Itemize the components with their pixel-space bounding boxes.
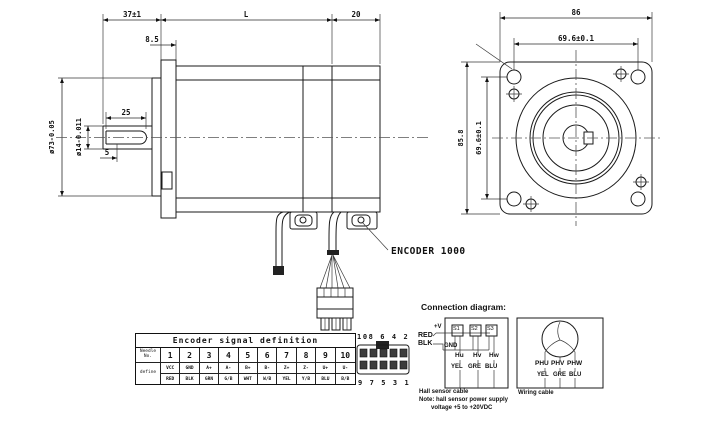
pin-number: 5 [239, 348, 258, 362]
dim-shaft-diameter: ø14-0.011 [75, 118, 83, 156]
pin-signal: GND [180, 362, 199, 373]
phase-u-label: PHU [535, 360, 549, 367]
pin-number: 3 [200, 348, 219, 362]
encoder-table-title: Encoder signal definition [136, 334, 355, 348]
hall-sensor-s3-label: S3 [487, 326, 494, 332]
dim-shaft-length: 37±1 [122, 10, 142, 19]
black-wire-label: BLK [418, 340, 433, 347]
dim-hole-spacing-horizontal: 69.6±0.1 [557, 34, 595, 43]
hall-cable-caption: Hall sensor cable [419, 389, 469, 395]
pin-signal: A- [219, 362, 238, 373]
pin-signal: U+ [316, 362, 335, 373]
pin-wire-color: GRN [200, 373, 219, 384]
supply-positive-label: +V [434, 324, 442, 330]
pin-wire-color: RED [161, 373, 180, 384]
hall-output-hu-label: Hu [455, 352, 464, 359]
needle-no-header: Needle No. [136, 348, 161, 362]
pin-wire-color: Y/B [297, 373, 316, 384]
dim-hole-spacing-vertical: 69.6±0.1 [475, 121, 483, 155]
wiring-cable-caption: Wiring cable [518, 390, 554, 396]
pin-number: 6 [258, 348, 277, 362]
wiring-color-yel: YEL [537, 372, 549, 378]
hall-note-line1: Note: hall sensor power supply [419, 397, 509, 403]
wiring-color-blu: BLU [569, 372, 582, 378]
pin-number: 1 [161, 348, 180, 362]
pin-wire-color: BLK [180, 373, 199, 384]
pin-signal: A+ [200, 362, 219, 373]
pin-number: 9 [316, 348, 335, 362]
front-view-drawing [461, 12, 662, 226]
hall-output-hw-label: Hw [489, 352, 499, 359]
cable-clamp-right [347, 212, 377, 229]
encoder-signal-table [135, 333, 356, 385]
pin-number: 10 [340, 350, 351, 360]
dim-body-length: L [243, 10, 249, 19]
define-header: define [136, 362, 161, 384]
hall-output-hv-label: Hv [473, 352, 482, 359]
pin-wire-color: B/B [336, 373, 355, 384]
phase-v-label: PHV [551, 360, 565, 367]
wiring-color-gre: GRE [553, 372, 567, 378]
hall-note-line2: voltage +5 to +20VDC [431, 405, 493, 411]
pin-wire-color: WHT [239, 373, 258, 384]
pin-signal: B- [258, 362, 277, 373]
pin-signal: Z- [297, 362, 316, 373]
encoder-cable [320, 212, 350, 288]
side-view-drawing [56, 14, 430, 330]
encoder-connector-plug [317, 288, 353, 330]
pin-numbers-bottom-label: 9 7 5 3 1 [358, 379, 411, 387]
pin-signal: U- [336, 362, 355, 373]
pin-signal: B+ [239, 362, 258, 373]
dim-key-length: 25 [121, 108, 131, 117]
pin-wire-color: W/B [258, 373, 277, 384]
pin-wire-color: YEL [277, 373, 296, 384]
hall-wire-color-yel: YEL [451, 364, 463, 370]
pin-number: 2 [180, 348, 199, 362]
pin-wire-color: G/B [219, 373, 238, 384]
red-wire-label: RED [418, 332, 433, 339]
pin-number: 8 [297, 348, 316, 362]
pin-numbers-top-label: 108 6 4 2 [357, 333, 410, 341]
dim-rear-length: 20 [351, 10, 361, 19]
pin-number: 4 [219, 348, 238, 362]
pin-signal: VCC [161, 362, 180, 373]
encoder-label: ENCODER 1000 [391, 246, 466, 257]
pin-number-diagram [357, 333, 410, 387]
hall-sensor-s1-label: S1 [453, 326, 460, 332]
hall-sensor-cable [273, 212, 290, 275]
hall-sensor-s2-label: S2 [471, 326, 478, 332]
hall-wire-color-blu: BLU [485, 364, 498, 370]
connection-diagram-title: Connection diagram: [421, 302, 507, 312]
phase-w-label: PHW [567, 360, 583, 367]
dim-flange-height: 85.8 [457, 129, 465, 147]
pin-signal: Z+ [277, 362, 296, 373]
dim-key-depth: 5 [104, 148, 110, 157]
dim-pilot-diameter: ø73-0.05 [48, 120, 56, 154]
cable-clamp-left [290, 212, 317, 229]
dim-flange-width: 86 [571, 8, 581, 17]
dim-flange-thickness: 8.5 [145, 35, 159, 44]
hall-wire-color-gre: GRE [468, 364, 482, 370]
pin-number: 7 [277, 348, 296, 362]
pin-wire-color: BLU [316, 373, 335, 384]
dimension-labels [48, 8, 595, 257]
ground-label: GND [444, 343, 458, 349]
cover-screw-holes [506, 66, 649, 212]
